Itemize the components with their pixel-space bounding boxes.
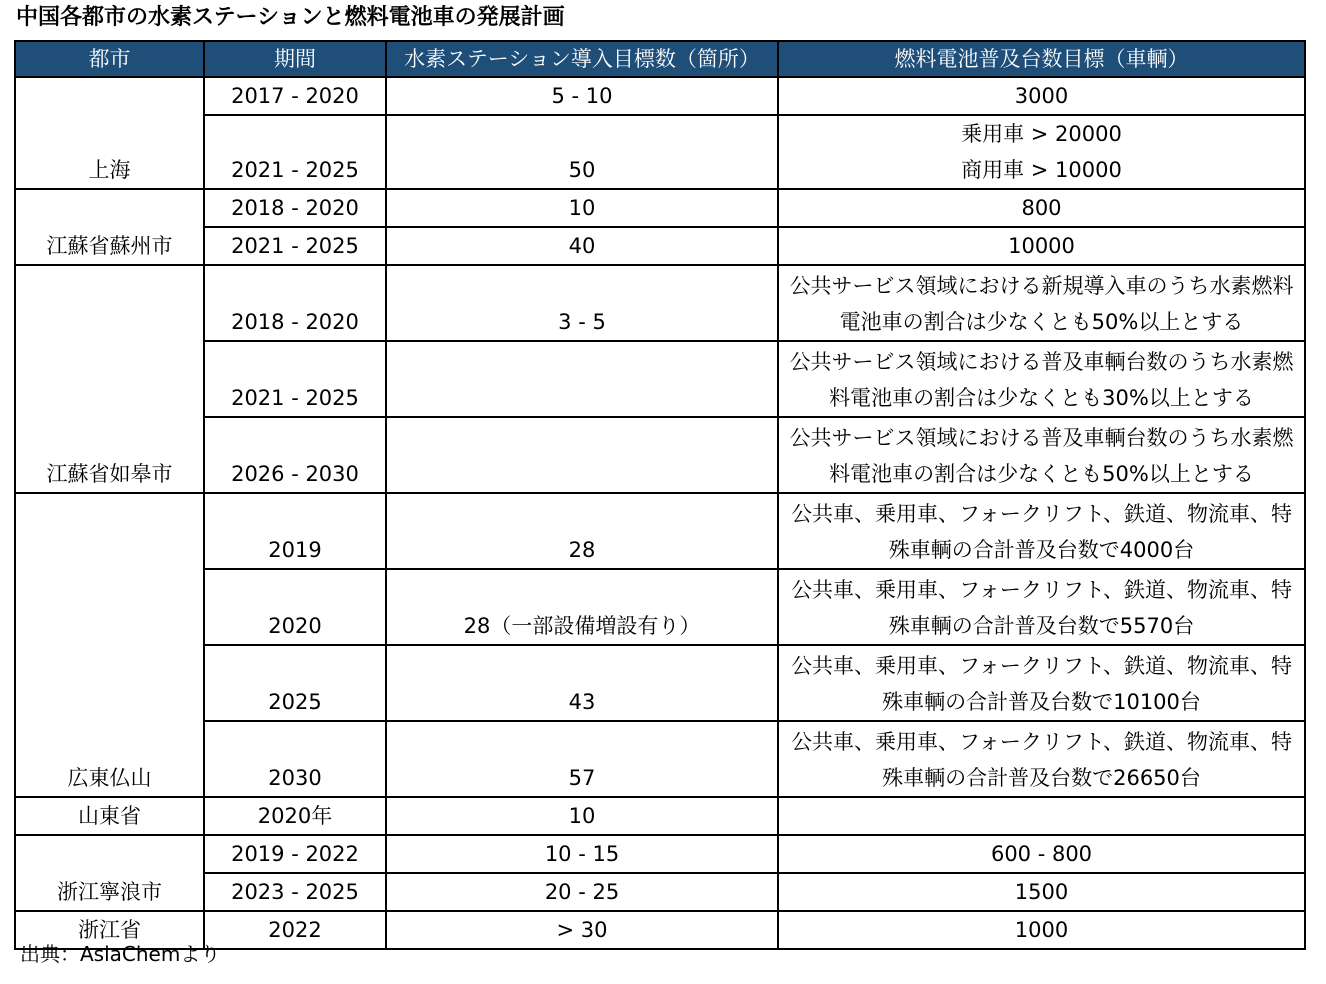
vehicles-cell: 公共車、乗用車、フォークリフト、鉄道、物流車、特殊車輌の合計普及台数で10100台 <box>778 645 1305 721</box>
table-row <box>15 227 1305 265</box>
period-cell: 2026 - 2030 <box>204 417 386 493</box>
period-cell: 2021 - 2025 <box>204 341 386 417</box>
plan-table <box>14 40 1306 950</box>
source-note: 出典：AsiaChemより <box>20 942 221 966</box>
city-cell: 江蘇省如皋市 <box>15 265 204 493</box>
period-cell: 2021 - 2025 <box>204 227 386 265</box>
city-cell: 浙江省 <box>15 911 204 949</box>
period-cell: 2023 - 2025 <box>204 873 386 911</box>
vehicles-cell: 公共サービス領域における普及車輌台数のうち水素燃料電池車の割合は少なくとも50%以上とする <box>778 417 1305 493</box>
period-cell: 2021 - 2025 <box>204 115 386 189</box>
vehicles-cell: 600 - 800 <box>778 835 1305 873</box>
period-cell: 2018 - 2020 <box>204 189 386 227</box>
period-cell: 2020年 <box>204 797 386 835</box>
vehicles-cell: 公共車、乗用車、フォークリフト、鉄道、物流車、特殊車輌の合計普及台数で5570台 <box>778 569 1305 645</box>
vehicles-cell: 3000 <box>778 77 1305 115</box>
vehicles-line: 乗用車 > 20000 <box>961 122 1122 146</box>
header-city: 都市 <box>15 41 204 77</box>
stations-cell <box>386 417 778 493</box>
vehicles-cell <box>778 797 1305 835</box>
period-cell: 2020 <box>204 569 386 645</box>
city-cell: 山東省 <box>15 797 204 835</box>
vehicles-cell: 公共サービス領域における普及車輌台数のうち水素燃料電池車の割合は少なくとも30%以上とする <box>778 341 1305 417</box>
period-cell: 2022 <box>204 911 386 949</box>
table-row <box>15 341 1305 417</box>
city-cell: 浙江寧浪市 <box>15 835 204 911</box>
period-cell: 2019 - 2022 <box>204 835 386 873</box>
vehicles-cell: 公共車、乗用車、フォークリフト、鉄道、物流車、特殊車輌の合計普及台数で4000台 <box>778 493 1305 569</box>
table-row <box>15 77 1305 115</box>
city-cell: 上海 <box>15 77 204 189</box>
vehicles-cell: 1500 <box>778 873 1305 911</box>
table-row <box>15 115 1305 189</box>
table-row <box>15 569 1305 645</box>
header-vehicles: 燃料電池普及台数目標（車輌） <box>778 41 1305 77</box>
table-row <box>15 645 1305 721</box>
stations-cell: 10 - 15 <box>386 835 778 873</box>
vehicles-cell <box>778 115 1305 189</box>
city-cell: 江蘇省蘇州市 <box>15 189 204 265</box>
stations-cell: 3 - 5 <box>386 265 778 341</box>
period-cell: 2017 - 2020 <box>204 77 386 115</box>
table-row <box>15 189 1305 227</box>
vehicles-cell: 10000 <box>778 227 1305 265</box>
vehicles-cell: 公共サービス領域における新規導入車のうち水素燃料電池車の割合は少なくとも50%以上とする <box>778 265 1305 341</box>
table-row <box>15 417 1305 493</box>
stations-cell: 20 - 25 <box>386 873 778 911</box>
stations-cell: 10 <box>386 797 778 835</box>
stations-cell: 40 <box>386 227 778 265</box>
table-row <box>15 835 1305 873</box>
period-cell: 2030 <box>204 721 386 797</box>
vehicles-cell: 公共車、乗用車、フォークリフト、鉄道、物流車、特殊車輌の合計普及台数で26650台 <box>778 721 1305 797</box>
stations-cell: 28 <box>386 493 778 569</box>
stations-cell: 50 <box>386 115 778 189</box>
stations-cell: 57 <box>386 721 778 797</box>
stations-cell: 5 - 10 <box>386 77 778 115</box>
header-period: 期間 <box>204 41 386 77</box>
table-row <box>15 873 1305 911</box>
stations-cell: 10 <box>386 189 778 227</box>
table-row <box>15 721 1305 797</box>
table-row <box>15 265 1305 341</box>
vehicles-line: 商用車 > 10000 <box>961 158 1122 182</box>
vehicles-cell: 1000 <box>778 911 1305 949</box>
header-stations: 水素ステーション導入目標数（箇所） <box>386 41 778 77</box>
table-row <box>15 797 1305 835</box>
stations-cell: 28（一部設備増設有り） <box>386 569 778 645</box>
stations-cell <box>386 341 778 417</box>
stations-cell: 43 <box>386 645 778 721</box>
period-cell: 2025 <box>204 645 386 721</box>
stations-cell: > 30 <box>386 911 778 949</box>
period-cell: 2019 <box>204 493 386 569</box>
vehicles-cell: 800 <box>778 189 1305 227</box>
header-row <box>15 41 1305 77</box>
city-cell: 広東仏山 <box>15 493 204 797</box>
table-title: 中国各都市の水素ステーションと燃料電池車の発展計画 <box>16 5 565 30</box>
table-row <box>15 493 1305 569</box>
period-cell: 2018 - 2020 <box>204 265 386 341</box>
